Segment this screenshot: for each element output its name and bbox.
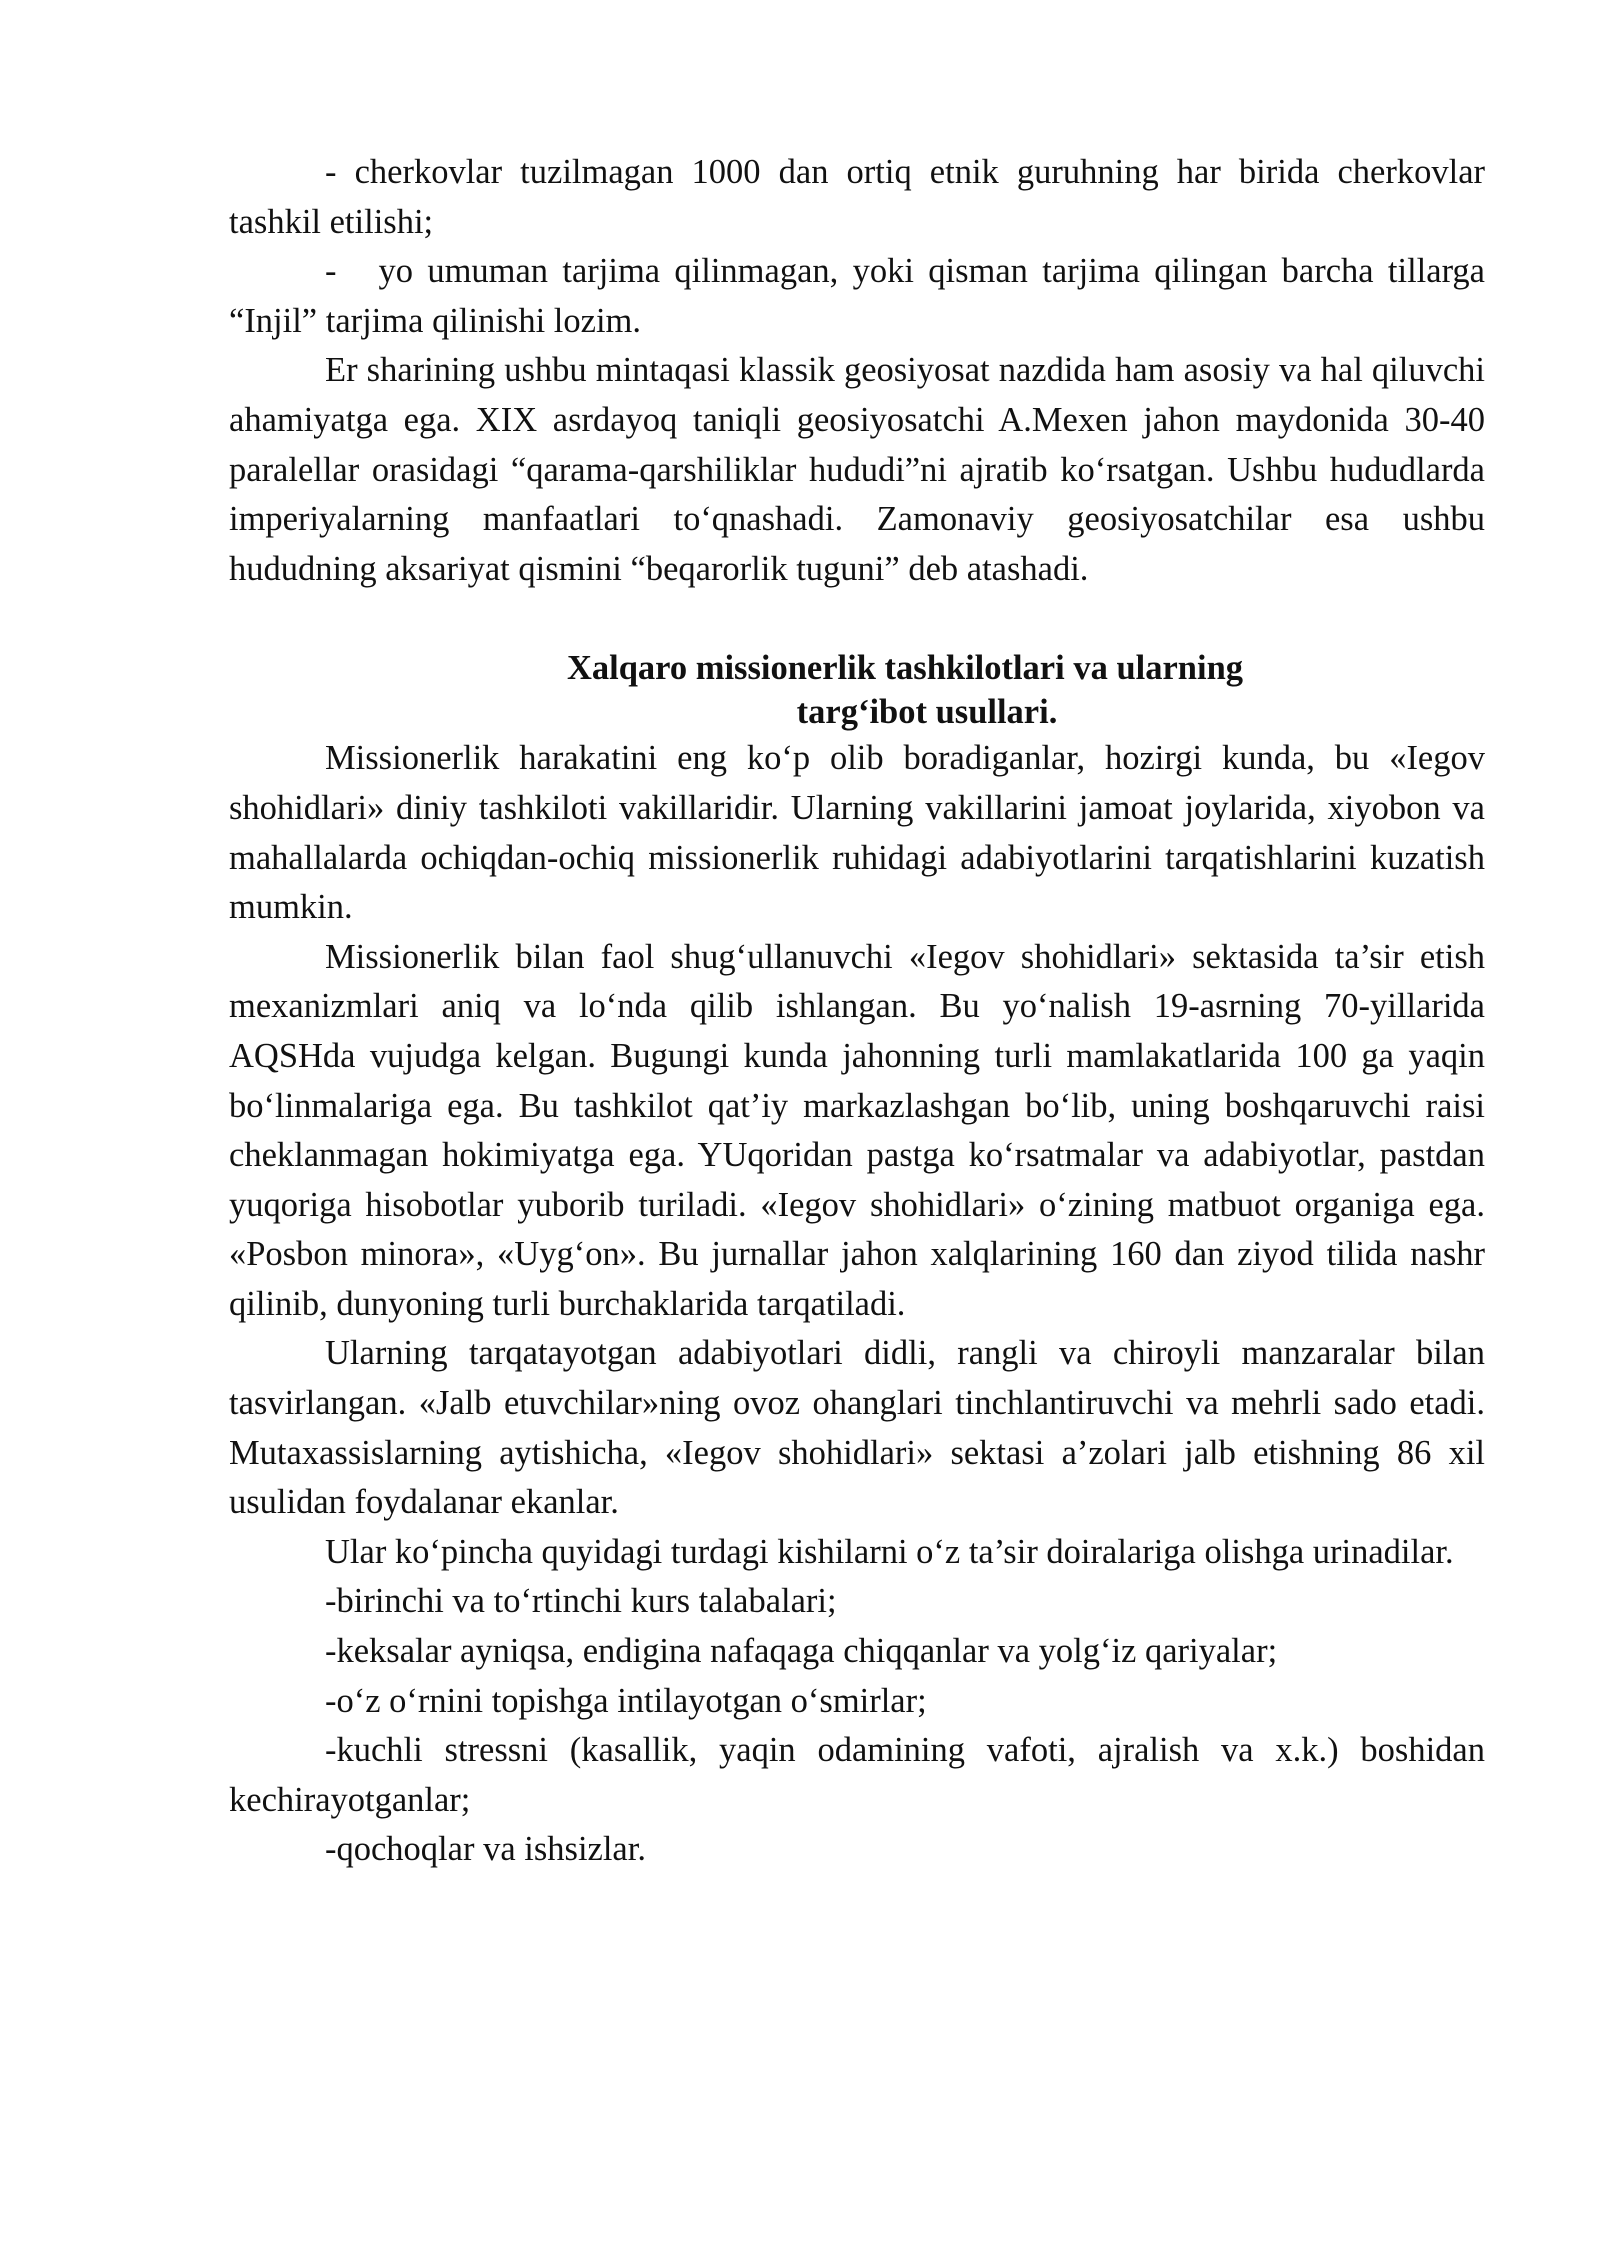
list-item: -kuchli stressni (kasallik, yaqin odamining vafoti, ajralish va x.k.) boshidan kechirayotganlar;	[229, 1731, 1485, 1819]
paragraph-churches: - cherkovlar tuzilmagan 1000 dan ortiq etnik guruhning har birida cherkovlar tashkil etilishi;	[229, 153, 1485, 241]
list-item: -oʻz oʻrnini topishga intilayotgan oʻsmirlar;	[325, 1681, 927, 1720]
list-item: -qochoqlar va ishsizlar.	[325, 1830, 646, 1869]
list-item: -birinchi va toʻrtinchi kurs talabalari;	[325, 1582, 837, 1621]
paragraph-bible-translation-text: yo umuman tarjima qilinmagan, yoki qisman tarjima qilingan barcha tillarga “Injil” tarjima qilinishi lozim.	[229, 252, 1485, 340]
paragraph-missionary-movement: Missionerlik harakatini eng koʻp olib boradiganlar, hozirgi kunda, bu «Iegov shohidlari» diniy tashkiloti vakillaridir. Ularning vakillarini jamoat joylarida, xiyobon va mahallalarda ochiqdan-ochiq missionerlik ruhidagi adabiyotlarini tarqatishlarini kuzatish mumkin.	[229, 739, 1485, 927]
list-item: -keksalar ayniqsa, endigina nafaqaga chiqqanlar va yolgʻiz qariyalar;	[325, 1632, 1278, 1671]
section-heading	[229, 646, 1485, 734]
paragraph-literature: Ularning tarqatayotgan adabiyotlari didli, rangli va chiroyli manzaralar bilan tasvirlangan. «Jalb etuvchilar»ning ovoz ohanglari tinchlantiruvchi va mehrli sado etadi. Mutaxassislarning aytishicha, «Iegov shohidlari» sektasi a’zolari jalb etishning 86 xil usulidan foydalanar ekanlar.	[229, 1334, 1485, 1522]
paragraph-target-groups: Ular koʻpincha quyidagi turdagi kishilarni oʻz ta’sir doiralariga olishga urinadilar.	[325, 1532, 1454, 1571]
dash-marker: -	[325, 252, 337, 291]
section-heading-line-1: Xalqaro missionerlik tashkilotlari va ularning	[566, 649, 1244, 688]
paragraph-bible-translation	[229, 247, 1485, 346]
paragraph-sect-mechanisms: Missionerlik bilan faol shugʻullanuvchi «Iegov shohidlari» sektasida ta’sir etish mexanizmlari aniq va loʻnda qilib ishlangan. Bu yoʻnalish 19-asrning 70-yillarida AQSHda vujudga kelgan. Bugungi kunda jahonning turli mamlakatlarida 100 ga yaqin boʻlinmalariga ega. Bu tashkilot qat’iy markazlashgan boʻlib, uning boshqaruvchi raisi cheklanmagan hokimiyatga ega. YUqoridan pastga koʻrsatmalar va adabiyotlar, pastdan yuqoriga hisobotlar yuborib turiladi. «Iegov shohidlari» oʻzining matbuot organiga ega. «Posbon minora», «Uygʻon». Bu jurnallar jahon xalqlarining 160 dan ziyod tilida nashr qilinib, dunyoning turli burchaklarida tarqatiladi.	[229, 937, 1485, 1323]
document-page	[229, 148, 1485, 1875]
paragraph-geopolitics: Er sharining ushbu mintaqasi klassik geosiyosat nazdida ham asosiy va hal qiluvchi ahamiyatga ega. XIX asrdayoq taniqli geosiyosatchi A.Mexen jahon maydonida 30-40 paralellar orasidagi “qarama-qarshiliklar hududi”ni ajratib koʻrsatgan. Ushbu hududlarda imperiyalarning manfaatlari toʻqnashadi. Zamonaviy geosiyosatchilar esa ushbu hududning aksariyat qismini “beqarorlik tuguni” deb atashadi.	[229, 351, 1485, 588]
section-heading-line-2: targʻibot usullari.	[796, 693, 1058, 732]
